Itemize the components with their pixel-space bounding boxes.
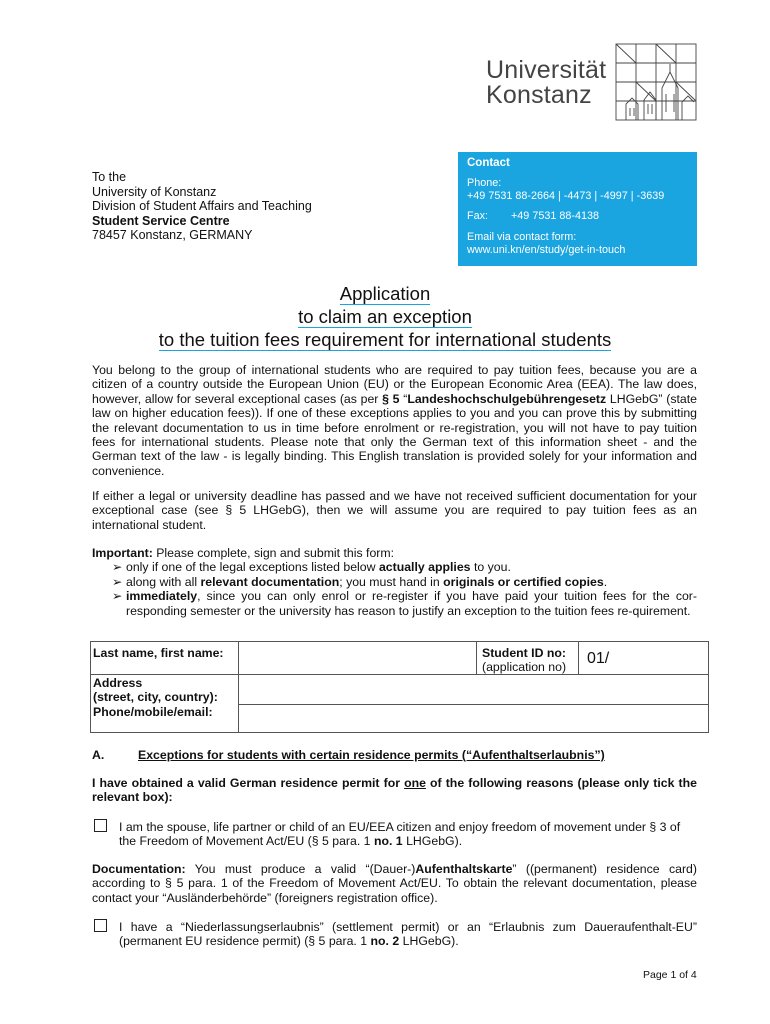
intro-paragraph-2: If either a legal or university deadline has passed and we have not received sufficient documentation for your exceptional case (see § 5 LHGebG), then we will assume you are required to pay tuition fees as an international student.: [92, 489, 697, 532]
address-line: Division of Student Affairs and Teaching: [92, 199, 312, 214]
intro-paragraph-1: You belong to the group of international students who are required to pay tuition fees, because you are a citizen of a country outside the European Union (EU) or the European Economic Area (EEA). The law does, however, allow for several exceptional cases (as per § 5 “Landeshochschulgebührengesetz LHGebG” (state law on higher education fees)). If one of these exceptions applies to you and you can prove this by submitting the relevant documentation to us in time before enrolment or re-registration, you will not have to pay tuition fees for international students. Please note that only the German text of this information sheet - and the German text of the law - is legally binding. This English translation is provided solely for your information and convenience.: [92, 363, 697, 478]
section-a-heading: [92, 748, 712, 762]
option-2-checkbox[interactable]: [94, 919, 107, 932]
logo-line-2: Konstanz: [486, 81, 592, 109]
phone-email-input[interactable]: [240, 705, 707, 732]
name-label: Last name, first name:: [93, 646, 224, 660]
page-title-line-2: to claim an exception: [298, 306, 472, 327]
phone-email-label: Phone/mobile/email:: [93, 705, 213, 719]
contact-email-label: Email via contact form:: [467, 231, 577, 243]
address-input[interactable]: [240, 675, 707, 703]
arrow-bullet-icon: ➢: [112, 589, 123, 604]
address-line: 78457 Konstanz, GERMANY: [92, 228, 253, 243]
important-label: Important:: [92, 546, 153, 560]
name-input[interactable]: [240, 643, 475, 673]
page-number: Page 1 of 4: [643, 969, 697, 981]
option-1-checkbox[interactable]: [94, 819, 107, 832]
important-block: Important: Please complete, sign and submit this form: ➢ only if one of the legal exceptions listed below actually applies to you. ➢ along with all relevant documentation; you must hand in originals or certified copies. ➢ immediately, since you can only enrol or re-register if you have paid your tuition fees for the cor-responding semester or the university has reason to justify an exception to the tuition fees re-quirement.: [92, 546, 697, 618]
address-line: University of Konstanz: [92, 184, 217, 199]
arrow-bullet-icon: ➢: [112, 574, 123, 589]
logo-line-1: Universität: [486, 56, 607, 84]
contact-email-link[interactable]: www.uni.kn/en/study/get-in-touch: [467, 244, 626, 256]
section-a-title: Exceptions for students with certain residence permits (“Aufenthaltserlaubnis”): [138, 748, 605, 762]
section-a-letter: A.: [92, 748, 105, 762]
contact-fax-value: +49 7531 88-4138: [511, 210, 599, 222]
contact-title: Contact: [467, 157, 510, 169]
student-id-input[interactable]: [580, 643, 707, 673]
important-item-1: ➢ only if one of the legal exceptions listed below actually applies to you.: [112, 560, 511, 575]
option-1-text: I am the spouse, life partner or child of an EU/EEA citizen and enjoy freedom of movement under § 3 of the Freedom of Movement Act/EU (§ 5 para. 1 no. 1 LHGebG).: [119, 820, 681, 849]
student-id-prefix: 01/: [587, 650, 610, 667]
university-logo-text: [486, 58, 606, 108]
important-item-3: ➢ immediately, since you can only enrol or re-register if you have paid your tuition fees for the cor-responding semester or the university has reason to justify an exception to the tuition fees re-quirement.: [112, 589, 697, 618]
applicant-info-table: [90, 641, 709, 733]
contact-phone-value: +49 7531 88-2664 | -4473 | -4997 | -3639: [467, 190, 665, 202]
recipient-address: [92, 170, 312, 243]
student-id-label: Student ID no:: [482, 646, 567, 660]
documentation-paragraph: Documentation: You must produce a valid “(Dauer-)Aufenthaltskarte” ((permanent) residence card) according to § 5 para. 1 of the Freedom of Movement Act/EU. To obtain the relevant documentation, please contact your “Ausländerbehörde” (foreigners registration office).: [92, 862, 697, 905]
address-label-2: (street, city, country):: [93, 690, 218, 704]
page-title-line-1: Application: [339, 283, 431, 304]
option-2-text: I have a “Niederlassungserlaubnis” (settlement permit) or an “Erlaubnis zum Daueraufenthalt-EU” (permanent EU residence permit) (§ 5 para. 1 no. 2 LHGebG).: [119, 920, 697, 949]
contact-fax-label: Fax:: [467, 210, 488, 222]
address-label-1: Address: [93, 676, 143, 690]
important-item-2: ➢ along with all relevant documentation; you must hand in originals or certified copies.: [112, 574, 608, 589]
address-line: To the: [92, 170, 127, 184]
contact-phone-label: Phone:: [467, 177, 502, 189]
contact-box: [458, 152, 697, 266]
university-seal-icon: [614, 42, 698, 122]
page-title-line-3: to the tuition fees requirement for international students: [158, 329, 612, 350]
address-line: Student Service Centre: [92, 213, 230, 228]
section-a-intro: I have obtained a valid German residence permit for one of the following reasons (please only tick the relevant box):: [92, 776, 698, 805]
arrow-bullet-icon: ➢: [112, 560, 123, 575]
student-id-sublabel: (application no): [482, 660, 567, 674]
